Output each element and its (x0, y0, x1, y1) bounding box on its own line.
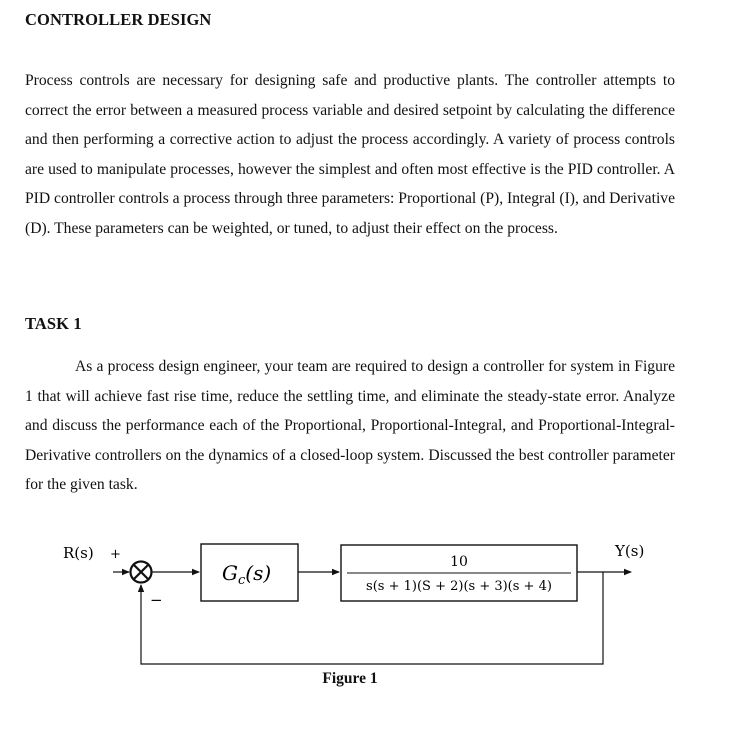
plant-numerator: 10 (450, 554, 468, 570)
section-title: CONTROLLER DESIGN (25, 10, 212, 29)
plant-denominator: s(s + 1)(S + 2)(s + 3)(s + 4) (366, 579, 552, 594)
task-title: TASK 1 (25, 314, 82, 333)
summing-junction (131, 562, 152, 583)
intro-paragraph: Process controls are necessary for designing safe and productive plants. The controller attempts to correct the error between a measured process variable and desired setpoint by calculating the difference and then performing a corrective action to adjust the process accordingly. A variety of process controls are used to manipulate processes, however the simplest and often most effective is the PID controller. A PID controller controls a process through three parameters: Proportional (P), Integral (I), and Derivative (D). These parameters can be weighted, or tuned, to adjust their effect on the process. (25, 72, 675, 237)
plus-sign: + (110, 547, 121, 562)
controller-label: $G_c(s)$ (222, 561, 272, 588)
input-label: R(s) (63, 544, 94, 562)
task-paragraph: As a process design engineer, your team are required to design a controller for system in Figure 1 that will achieve fast rise time, reduce the settling time, and eliminate the steady-state error. Analyze and discuss the performance each of the Proportional, Proportional-Integral, and Proportional-Integral-Derivative controllers on the dynamics of a closed-loop system. Discussed the best controller parameter for the given task. (25, 358, 675, 494)
minus-sign: − (150, 591, 163, 609)
figure-caption: Figure 1 (322, 670, 378, 687)
output-label: Y(s) (615, 542, 645, 560)
